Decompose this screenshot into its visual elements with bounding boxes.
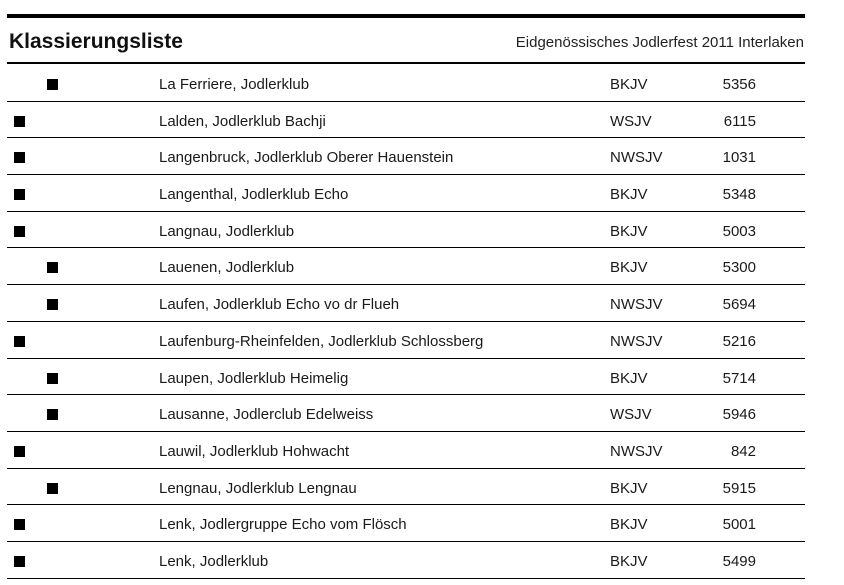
association: BKJV [610,76,648,93]
event-subtitle: Eidgenössisches Jodlerfest 2011 Interlaken [515,34,804,51]
association: WSJV [610,406,652,424]
club-number: 5356 [722,76,756,93]
list-row [7,65,805,102]
club-name: Laupen, Jodlerklub Heimelig [159,369,349,387]
list-row [7,248,805,285]
club-number: 6115 [723,112,756,130]
association: BKJV [610,516,648,534]
club-number: 5216 [722,332,756,350]
square-bullet-icon [47,262,58,273]
club-number: 842 [730,442,756,460]
association: NWSJV [610,296,663,314]
club-name: Lauwil, Jodlerklub Hohwacht [159,442,350,460]
club-number: 5499 [722,552,756,570]
association: BKJV [610,479,648,497]
list-row [7,138,805,175]
club-number: 5714 [722,369,756,387]
club-name: Lengnau, Jodlerklub Lengnau [159,479,357,497]
list-row [7,395,805,432]
club-name: Lenk, Jodlerklub [159,552,269,570]
association: BKJV [610,369,648,387]
ranking-list [7,65,805,579]
club-name: Langenthal, Jodlerklub Echo [159,186,349,204]
club-name: Laufenburg-Rheinfelden, Jodlerklub Schlossberg [159,332,484,350]
association: BKJV [610,259,648,277]
club-name: Langenbruck, Jodlerklub Oberer Hauenstein [159,149,454,167]
association: NWSJV [610,149,663,167]
club-name: La Ferriere, Jodlerklub [159,76,310,93]
square-bullet-icon [47,373,58,384]
association: NWSJV [610,442,663,460]
square-bullet-icon [14,519,25,530]
square-bullet-icon [14,556,25,567]
list-row [7,175,805,212]
list-row [7,432,805,469]
club-number: 5300 [722,259,756,277]
club-number: 1031 [722,149,756,167]
club-number: 5003 [722,222,756,240]
club-name: Lausanne, Jodlerclub Edelweiss [159,406,374,424]
list-row [7,102,805,139]
list-row [7,322,805,359]
page-header [7,18,805,64]
square-bullet-icon [14,226,25,237]
association: WSJV [610,112,652,130]
page-title: Klassierungsliste [9,30,183,53]
list-row [7,542,805,579]
square-bullet-icon [14,336,25,347]
club-number: 5946 [722,406,756,424]
club-name: Lalden, Jodlerklub Bachji [159,112,326,130]
club-name: Laufen, Jodlerklub Echo vo dr Flueh [159,296,400,314]
square-bullet-icon [14,116,25,127]
list-row [7,359,805,396]
club-name: Lauenen, Jodlerklub [159,259,295,277]
list-row [7,212,805,249]
club-name: Langnau, Jodlerklub [159,222,295,240]
list-row [7,469,805,506]
list-row [7,285,805,322]
list-row [7,505,805,542]
square-bullet-icon [47,79,58,90]
association: BKJV [610,222,648,240]
square-bullet-icon [47,299,58,310]
square-bullet-icon [14,189,25,200]
club-number: 5915 [722,479,756,497]
square-bullet-icon [47,483,58,494]
club-number: 5694 [722,296,756,314]
association: BKJV [610,552,648,570]
club-name: Lenk, Jodlergruppe Echo vom Flösch [159,516,407,534]
square-bullet-icon [14,152,25,163]
club-number: 5348 [722,186,756,204]
club-number: 5001 [722,516,756,534]
square-bullet-icon [47,409,58,420]
association: NWSJV [610,332,663,350]
square-bullet-icon [14,446,25,457]
association: BKJV [610,186,648,204]
